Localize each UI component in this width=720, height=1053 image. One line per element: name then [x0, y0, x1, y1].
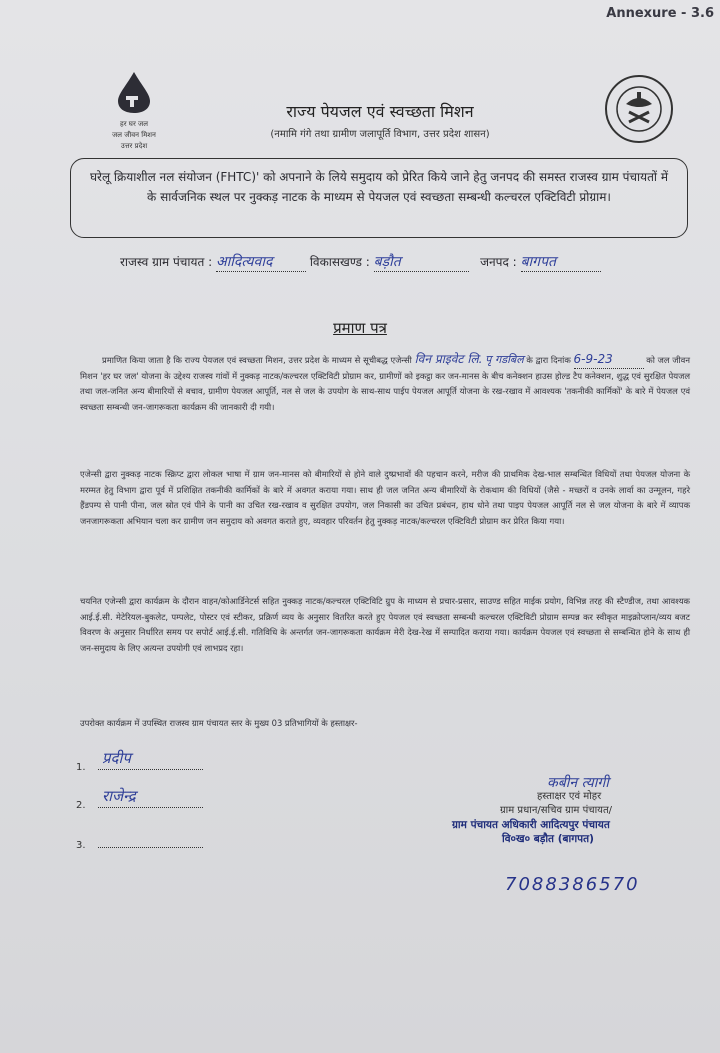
annexure-label: Annexure - 3.6: [606, 6, 714, 21]
stamp-line-1: ग्राम पंचायत अधिकारी आदित्यपुर पंचायत: [452, 819, 610, 831]
logo-line-2: जल जीवन मिशन: [112, 131, 156, 139]
para1-text-b: के द्वारा दिनांक: [526, 355, 571, 365]
block-label: विकासखण्ड :: [309, 255, 370, 269]
program-description-box: घरेलू क्रियाशील नल संयोजन (FHTC)' को अपनाने के लिये समुदाय को प्रेरित किये जाने हेतु जनपद की समस्त राजस्व ग्राम पंचायतों में के सार्वजनिक स्थल पर नुक्कड़ नाटक के माध्यम से पेयजल एवं स्वच्छता सम्बन्धी कल्चरल एक्टिविटी प्रोग्राम।: [70, 158, 688, 238]
logo-line-3: उत्तर प्रदेश: [120, 142, 148, 150]
signatory-designation: ग्राम प्रधान/सचिव ग्राम पंचायत/: [500, 805, 613, 816]
jal-jeevan-mission-logo: [104, 70, 164, 151]
participant-row: 1. प्रदीप: [76, 762, 203, 773]
gram-panchayat-value: आदित्यवाद: [216, 252, 306, 272]
participant-signature: प्रदीप: [102, 749, 131, 767]
phone-number: 7088386570: [505, 874, 640, 895]
program-date: 6-9-23: [574, 352, 644, 369]
para1-text-c: को जल जीवन मिशन 'हर घर जल' योजना के उद्देश्य राजस्व गांवों में नुक्कड़ नाटक/कल्चरल एक्टिविटी प्रोग्राम कर, ग्रामीणों को इकट्ठा कर जन-मानस के बीच कनेक्शन हाउस होल्ड टैप कनेक्शन, शुद्ध एवं सुरक्षित पेयजल तथा जल-जनित अन्य बीमारियों से बचाव, ग्रामीण पेयजल आपूर्ति, नल से जल के उपयोग के साथ-साथ पाईप पेयजल आपूर्ति योजना के रख-रखाव में आवश्यक 'तकनीकी कार्मिकों' के बारे में पेयजल एवं स्वच्छता सम्बन्धी जन-जागरूकता कार्यक्रम की जानकारी दी गयी।: [80, 355, 690, 412]
signatory-signature: कबीन त्यागी: [547, 775, 609, 791]
agency-name: विन प्राइवेट लि.: [414, 352, 483, 366]
block-value: बड़ौत: [374, 252, 469, 272]
location-fields: [120, 252, 680, 272]
paragraph-3: चयनित एजेन्सी द्वारा कार्यक्रम के दौरान वाहन/कोआर्डिनेटर्स सहित नुक्कड़ नाटक/कल्चरल एक्टिविटि ग्रुप के माध्यम से प्रचार-प्रसार, साउण्ड सहित माईक प्रयोग, विभिन्न तरह की स्टैण्डीज, तथा आवश्यक आई.ई.सी. मेटेरियल-बुकलेट, पम्पलेट, पोस्टर एवं स्टीकर, प्रक्रिर्ण व्यय के अनुसार वितरित करते हुए पेयजल एवं स्वच्छता सम्बन्धी कल्चरल एक्टिविटी प्रोग्राम सम्पन्न कर स्वीकृत माइक्रोप्लान/व्यय बजट विवरण के अनुसार निर्धारित समय पर सपोर्ट आई.ई.सी. गतिविधि के अन्तर्गत जन-जागरूकता कार्यक्रम मेरी देख-रेख में सम्पादित कराया गया। कार्यक्रम पेयजल एवं स्वच्छता से सम्बन्धित होने के साथ ही जन-समुदाय के लिए अत्यन्त उपयोगी एवं लाभप्रद रहा।: [80, 596, 690, 653]
district-label: जनपद :: [480, 255, 517, 269]
signatory-block: [452, 776, 702, 846]
paragraph-2: एजेन्सी द्वारा नुक्कड़ नाटक स्क्रिप्ट द्वारा लोकल भाषा में ग्राम जन-मानस को बीमारियों से होने वाले दुष्प्रभावों की पहचान करने, मरीज की प्राथमिक देख-भाल सम्बन्धित विधियों तथा पेयजल योजना के मरम्मत हेतु विभाग द्वारा पूर्व में प्रशिक्षित तकनीकी कार्मिकों के बारे में अवगत कराया गया। साथ ही जल जनित अन्य बीमारियों के रोकथाम की विधियों (जैसे - मच्छरों व उनके लार्वा का उन्मूलन, गहरे हैंडपम्प से पानी पीना, जल स्रोत एवं पीने के पानी का उचित रख-रखाव व सुरक्षित उपयोग, जल निकासी का उचित प्रबंधन, हाथ धोने तथा पाइप पेयजल आपूर्ति नल से जल योजना के बारे में व्यापक जनजागरूकता अभियान चला कर ग्रामीण जन समुदाय को अवगत कराते हुए, व्यवहार परिवर्तन हेतु नुक्कड़ नाटक/कल्चरल एक्टिविटी प्रोग्राम कर प्रेरित किया गया।: [80, 469, 690, 526]
mission-title: राज्य पेयजल एवं स्वच्छता मिशन: [286, 102, 474, 121]
participant-row: 3.: [76, 840, 203, 851]
certificate-title: प्रमाण पत्र: [333, 319, 387, 337]
margin-note: पृ गडबिल: [485, 353, 524, 366]
participant-row: 2. राजेन्द्र: [76, 800, 203, 811]
signature-seal-label: हस्ताक्षर एवं मोहर: [537, 791, 602, 802]
paragraph-4: उपरोक्त कार्यक्रम में उपस्थित राजस्व ग्राम पंचायत स्तर के मुख्य 03 प्रतिभागियों के हस्ताक्षर-: [80, 718, 358, 728]
para1-text-a: प्रमाणित किया जाता है कि राज्य पेयजल एवं स्वच्छता मिशन, उत्तर प्रदेश के माध्यम से सूचीबद्ध एजेन्सी: [101, 355, 412, 365]
up-government-seal: [604, 74, 674, 144]
district-value: बागपत: [521, 252, 601, 272]
participant-signature: राजेन्द्र: [102, 787, 136, 805]
paragraph-1: [80, 352, 690, 415]
logo-line-1: हर घर जल: [120, 120, 148, 128]
gram-panchayat-label: राजस्व ग्राम पंचायत :: [120, 255, 213, 269]
mission-subtitle: (नमामि गंगे तथा ग्रामीण जलापूर्ति विभाग, उत्तर प्रदेश शासन): [270, 129, 490, 140]
stamp-line-2: वि०ख० बड़ौत (बागपत): [502, 833, 594, 845]
water-drop-icon: [114, 70, 154, 114]
